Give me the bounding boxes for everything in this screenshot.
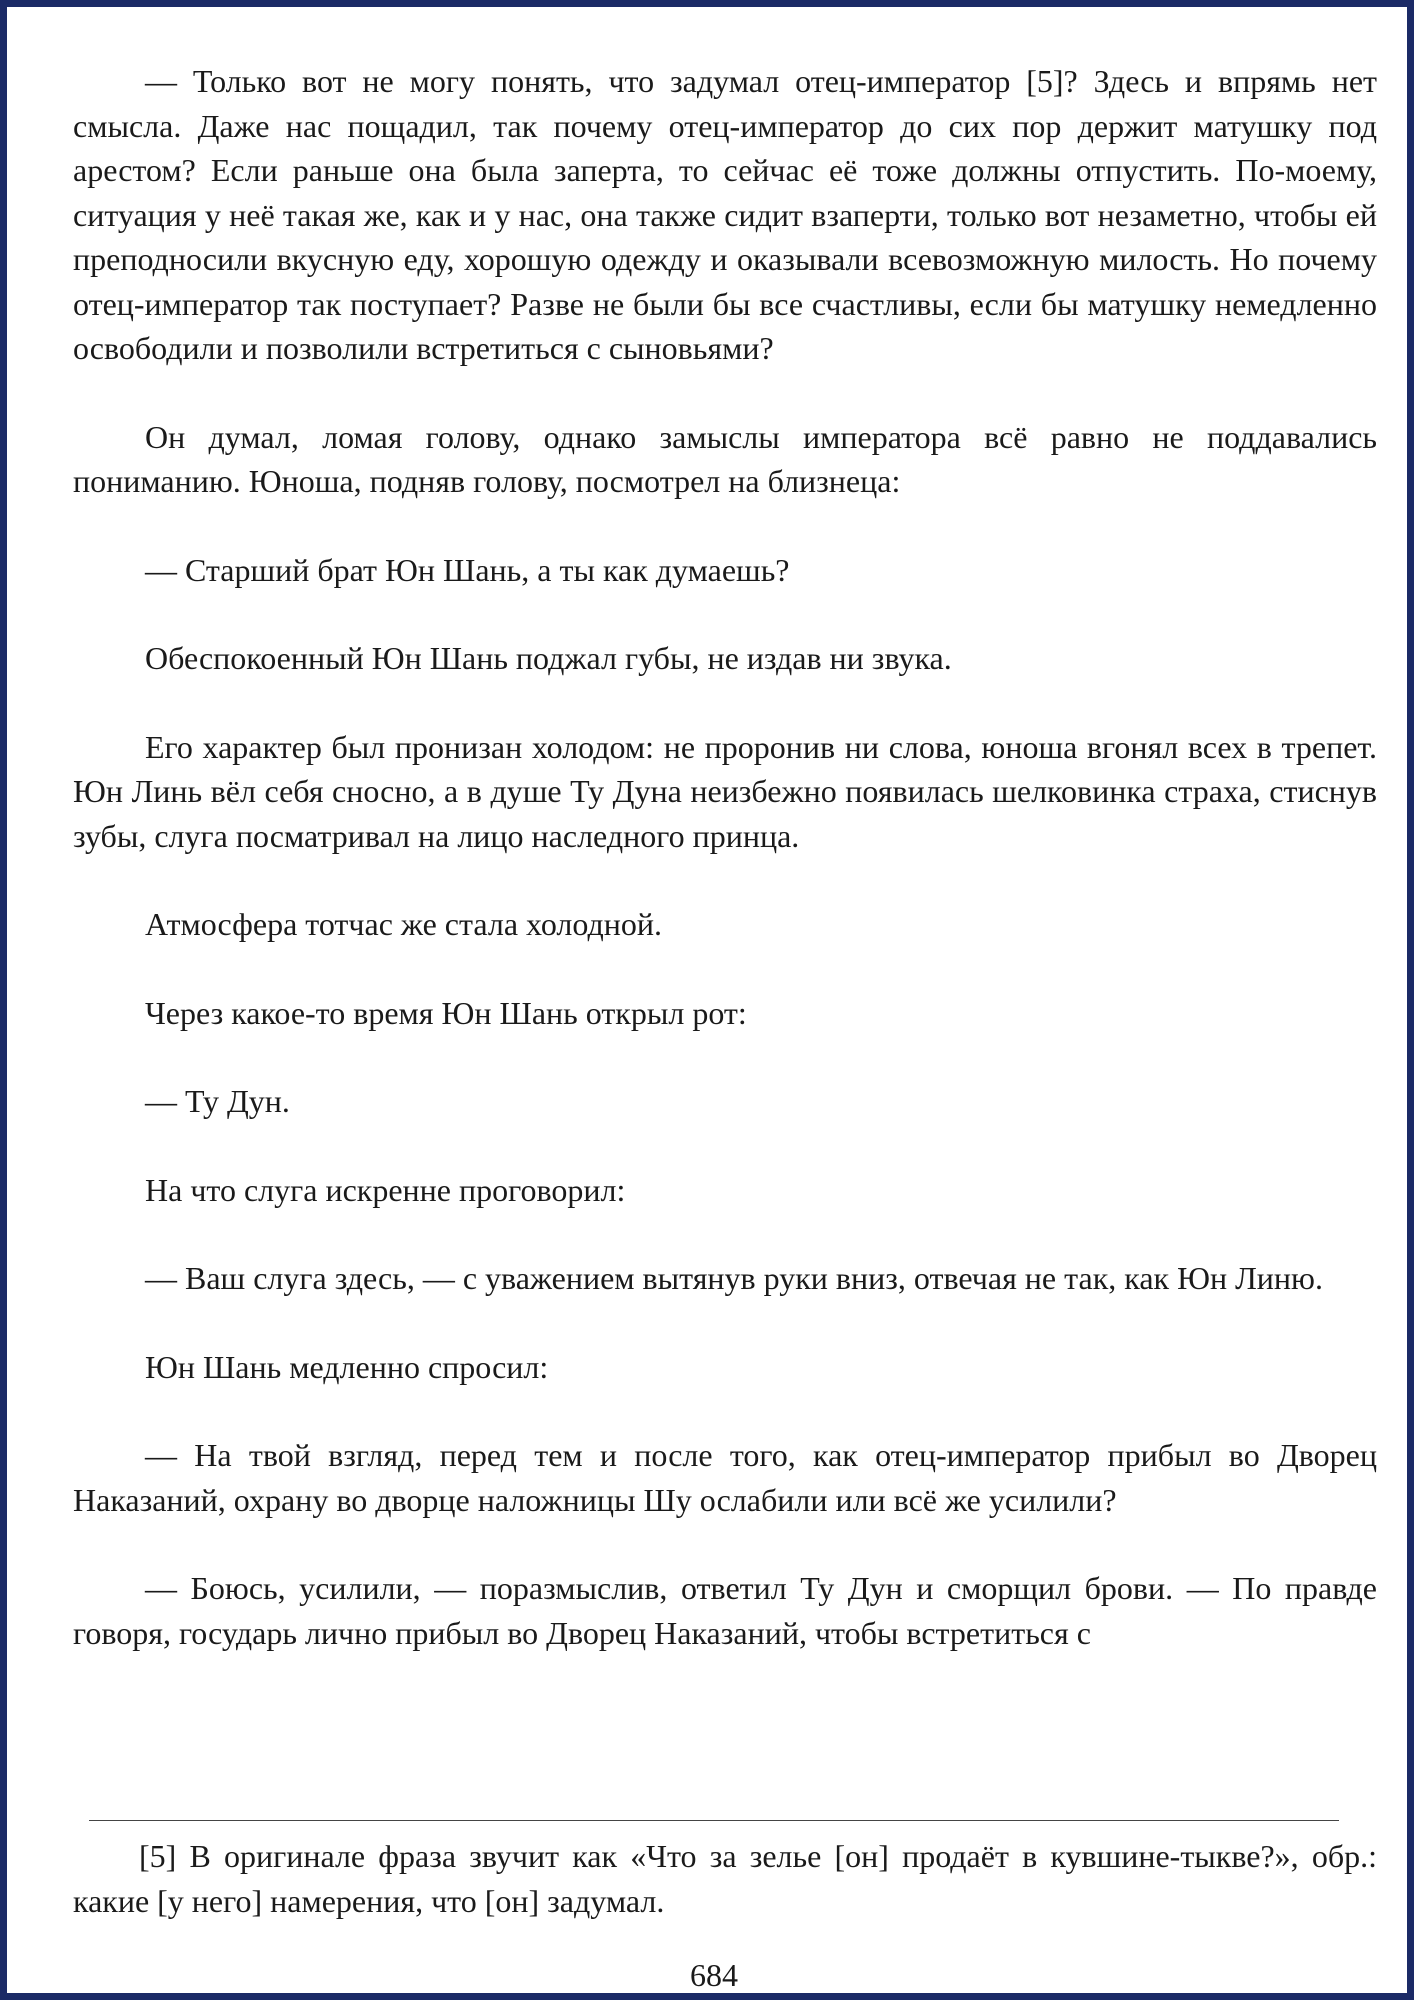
paragraph-8: — Ту Дун.	[145, 1083, 290, 1119]
paragraph-7: Через какое-то время Юн Шань открыл рот:	[145, 994, 747, 1031]
paragraph-11: Юн Шань медленно спросил:	[145, 1348, 549, 1385]
footnote: [5] В оригинале фраза звучит как «Что за зелье [он] продаёт в кувшине-тыкве?», обр.: какие [у него] намерения, что [он] задумал.	[73, 1838, 1377, 1919]
page-number: 684	[690, 1957, 738, 1993]
paragraph-4: Обеспокоенный Юн Шань поджал губы, не издав ни звука.	[145, 640, 952, 676]
paragraph-6: Атмосфера тотчас же стала холодной.	[145, 906, 662, 942]
paragraph-9: На что слуга искренне проговорил:	[145, 1171, 626, 1208]
paragraph-13: — Боюсь, усилили, — поразмыслив, ответил Ту Дун и сморщил брови. — По правде говоря, государь лично прибыл во Дворец Наказаний, чтобы встретиться с	[73, 1570, 1377, 1651]
footnote-divider	[89, 1820, 1339, 1821]
paragraph-10: — Ваш слуга здесь, — с уважением вытянув руки вниз, отвечая не так, как Юн Линю.	[145, 1260, 1323, 1296]
paragraph-2: Он думал, ломая голову, однако замыслы императора всё равно не поддавались пониманию. Юноша, подняв голову, посмотрел на близнеца:	[73, 418, 1377, 499]
paragraph-1: — Только вот не могу понять, что задумал отец-император [5]? Здесь и впрямь нет смысла. Даже нас пощадил, так почему отец-император до сих пор держит матушку под арестом? Если раньше она была заперта, то сейчас её тоже должны отпустить. По-моему, ситуация у неё такая же, как и у нас, она также сидит взаперти, только вот незаметно, чтобы ей преподносили вкусную еду, хорошую одежду и оказывали всевозможную милость. Но почему отец-император так поступает? Разве не были бы все счастливы, если бы матушку немедленно освободили и позволили встретиться с сыновьями?	[73, 63, 1377, 366]
paragraph-3: — Старший брат Юн Шань, а ты как думаешь?	[145, 551, 790, 588]
main-text	[73, 59, 1377, 1655]
paragraph-12: — На твой взгляд, перед тем и после того, как отец-император прибыл во Дворец Наказаний, охрану во дворце наложницы Шу ослабили или всё же усилили?	[73, 1437, 1377, 1518]
paragraph-5: Его характер был пронизан холодом: не проронив ни слова, юноша вгонял всех в трепет. Юн Линь вёл себя сносно, а в душе Ту Дуна неизбежно появилась шелковинка страха, стиснув зубы, слуга посматривал на лицо наследного принца.	[73, 728, 1377, 854]
